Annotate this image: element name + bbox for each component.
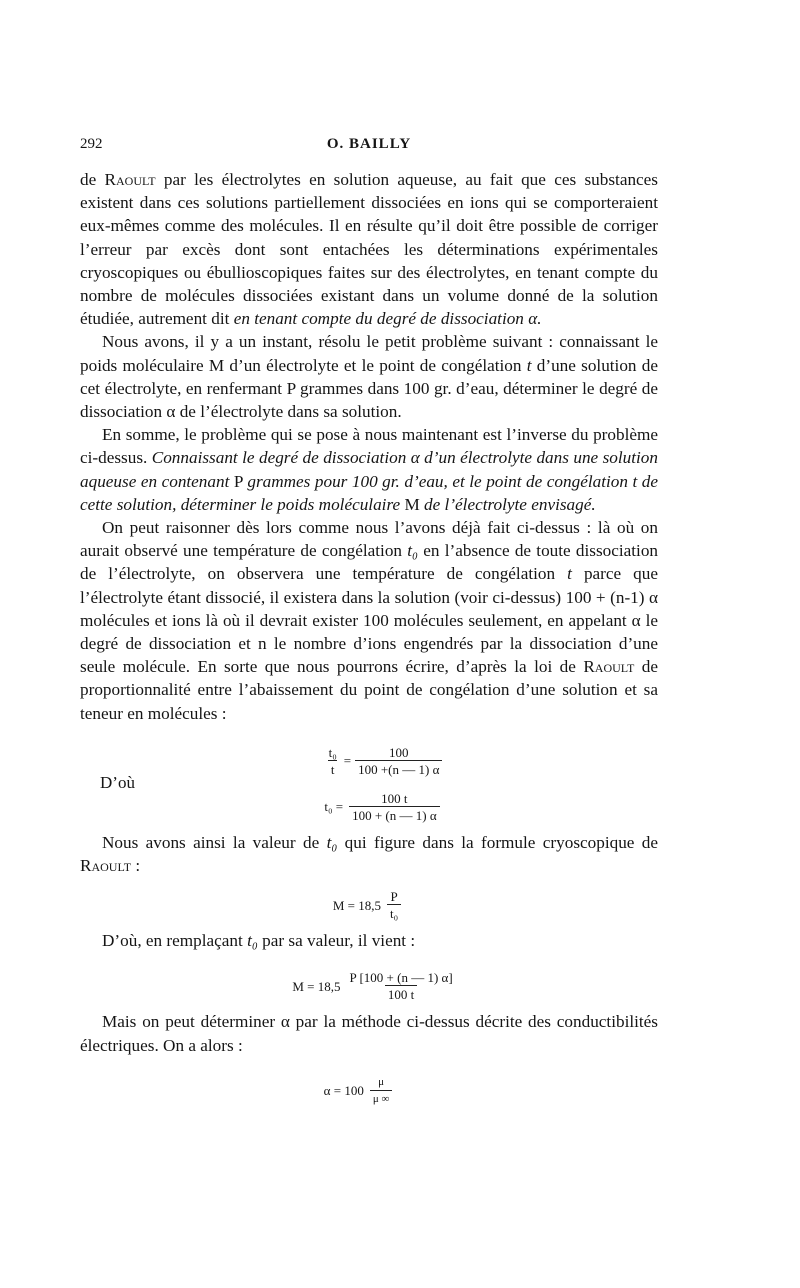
text-run: parce que l’électrolyte étant dissocié, il existera dans la solution (voir ci-dessus) 100 + (n-1) α molécules et ions là où il devrait exister 100 molécules seulement, en appelant α le degré de dissociation et n le nombre d’ions engendrés par la dissociation d’une seule molécule. En sorte que nous pourrons écrire, d’après la loi de <box>80 564 658 677</box>
text-run: en l’absence de toute dissociation de l’électrolyte, on observera une température de congélation <box>80 541 659 584</box>
fraction <box>346 970 455 1002</box>
formula-2 <box>110 791 658 823</box>
formula-lhs: M = 18,5 <box>332 897 381 913</box>
formula-lhs: α = 100 <box>323 1083 364 1099</box>
variable-t0: t₀ <box>247 931 258 951</box>
paragraph-4 <box>80 516 658 725</box>
text-run: M <box>400 494 425 514</box>
running-head: O. BAILLY <box>326 136 412 152</box>
text-run: par les électrolytes en solution aqueuse, au fait que ces substances existent dans ces solutions partiellement dissociées en ions qui se comporteraient eux-mêmes comme des molécules. Il en résulte qu’il doit être possible de corriger l’erreur par excès dont sont entachées les déterminations expérimentales cryoscopiques ou ébullioscopiques faites sur des électrolytes, en tenant compte du nombre de molécules dissociées existant dans un volume donné de la solution étudiée, autrement dit <box>80 170 658 329</box>
text-run: qui figure dans la formule cryoscopique de <box>337 832 658 852</box>
dou-row <box>80 772 658 831</box>
formula-lhs: t₀ = <box>324 799 344 815</box>
text-run: Nous avons ainsi la valeur de <box>102 832 327 852</box>
fraction-numerator: μ <box>378 1075 385 1088</box>
dou-label: D’où <box>100 772 135 792</box>
fraction-denominator: 100 + (n — 1) α <box>349 806 440 823</box>
variable-t: t <box>526 355 532 375</box>
fraction-rhs <box>355 745 442 777</box>
equals-sign: = <box>343 753 352 769</box>
formula-lhs: M = 18,5 <box>292 978 341 994</box>
author-name-raoult: Raoult <box>104 170 156 189</box>
paragraph-1 <box>80 168 658 330</box>
page-number: 292 <box>80 136 103 152</box>
fraction-denominator: 100 t <box>385 985 417 1002</box>
page-header <box>80 136 658 156</box>
fraction-numerator: P <box>390 889 398 905</box>
paragraph-6 <box>80 929 658 952</box>
italic-phrase: grammes pour 100 gr. d’eau, et le point de congélation t de cette solution, déterminer le poids moléculaire <box>80 471 658 514</box>
fraction-rhs <box>349 791 440 823</box>
fraction-numerator: 100 <box>389 744 409 760</box>
text-run: On peut raisonner dès lors comme nous l’avons déjà fait ci-dessus : là où on aurait observé une température de congélation <box>80 518 658 561</box>
text-run: : <box>131 856 141 876</box>
fraction-numerator: t₀ <box>328 744 337 760</box>
paragraph-2 <box>80 330 658 423</box>
fraction <box>370 1075 393 1107</box>
author-name-raoult: Raoult <box>583 657 635 677</box>
text-run: Nous avons, il y a un instant, résolu le petit problème suivant : connaissant le poids moléculaire M d’un électrolyte et le point de congélation <box>80 332 658 375</box>
author-name-raoult: Raoult <box>80 856 132 876</box>
formula-4 <box>94 970 658 1002</box>
variable-t: t <box>567 564 572 584</box>
fraction-numerator: P [100 + (n — 1) α] <box>349 970 453 986</box>
text-run: par sa valeur, il vient : <box>257 931 416 951</box>
text-run: de proportionnalité entre l’abaissement du point de congélation d’une solution et sa teneur en molécules : <box>80 657 658 723</box>
formula-5 <box>62 1075 658 1107</box>
variable-t0: t₀ <box>326 832 338 852</box>
paragraph-5 <box>80 831 658 877</box>
text-run: D’où, en remplaçant <box>102 931 248 951</box>
fraction-denominator: μ ∞ <box>370 1090 393 1107</box>
italic-phrase: Connaissant le degré de dissociation α d’un électrolyte dans une solution aqueuse en contenant <box>80 448 658 491</box>
italic-phrase: en tenant compte du degré de dissociation α. <box>233 309 542 329</box>
paragraph-3 <box>80 423 658 516</box>
text-run: de <box>80 170 105 189</box>
formula-3 <box>80 889 658 921</box>
variable-t0: t₀ <box>407 541 419 561</box>
text-run: En somme, le problème qui se pose à nous maintenant est l’inverse du problème ci-dessus. <box>80 425 658 468</box>
page-body <box>80 168 658 1107</box>
text-run: P <box>229 471 248 491</box>
formula-1 <box>110 745 658 777</box>
text-run: d’une solution de cet électrolyte, en renfermant P grammes dans 100 gr. d’eau, déterminer le degré de dissociation α de l’électrolyte dans sa solution. <box>80 355 658 422</box>
fraction-denominator: t <box>328 760 338 777</box>
fraction-lhs <box>326 745 340 777</box>
fraction-denominator: 100 +(n — 1) α <box>355 760 442 777</box>
fraction-denominator: t₀ <box>387 904 401 921</box>
paragraph-7: Mais on peut déterminer α par la méthode ci-dessus décrite des conductibilités électriques. On a alors : <box>80 1012 658 1055</box>
italic-phrase: de l’électrolyte envisagé. <box>424 494 596 514</box>
fraction-numerator: 100 t <box>381 790 408 806</box>
fraction <box>387 889 401 921</box>
